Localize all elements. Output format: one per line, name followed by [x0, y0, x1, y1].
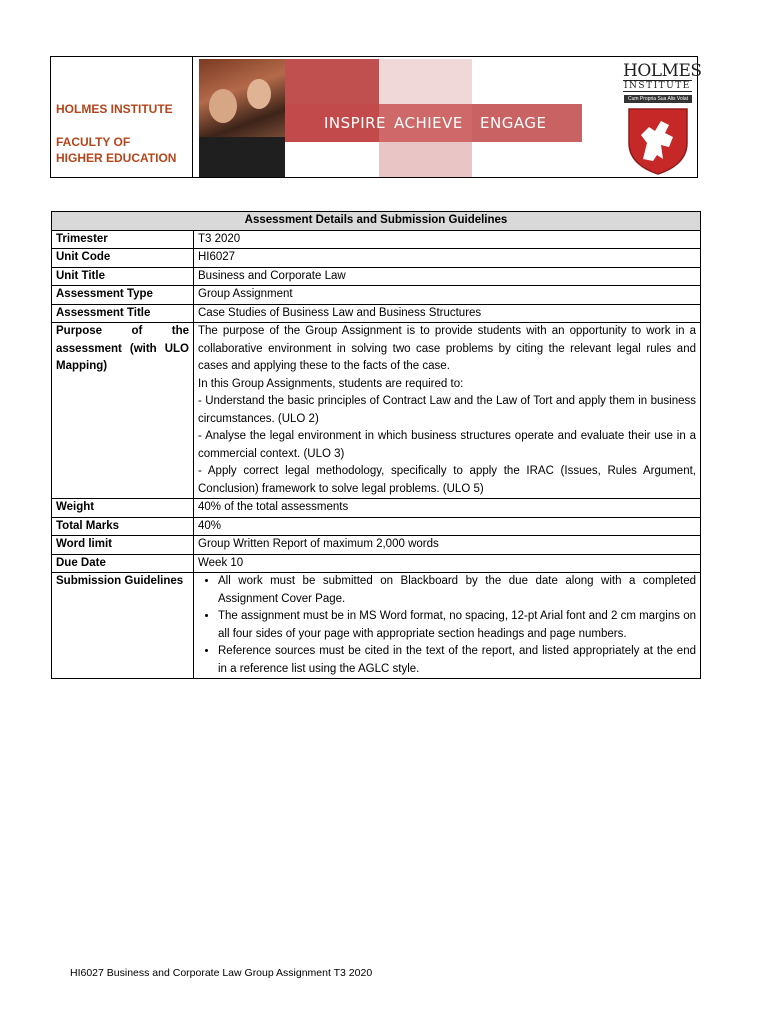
page-footer: HI6027 Business and Corporate Law Group Assignment T3 2020: [70, 967, 373, 979]
banner: [193, 57, 597, 177]
row-value: HI6027: [194, 249, 701, 268]
row-value: Business and Corporate Law: [194, 267, 701, 286]
row-key: Assessment Title: [52, 304, 194, 323]
faculty-line1: FACULTY OF: [56, 135, 131, 149]
row-value: Week 10: [194, 554, 701, 573]
row-key: Word limit: [52, 536, 194, 555]
purpose-para: - Analyse the legal environment in which business structures operate and evaluate their use in a commercial context. (ULO 3): [198, 430, 696, 460]
institute-name: HOLMES INSTITUTE: [56, 102, 173, 116]
table-row: [52, 249, 701, 268]
row-key: Assessment Type: [52, 286, 194, 305]
row-value: 40%: [194, 517, 701, 536]
logo-subtitle: INSTITUTE: [624, 81, 691, 91]
griffin-shield-icon: [625, 107, 691, 175]
row-key: Due Date: [52, 554, 194, 573]
table-title: Assessment Details and Submission Guidelines: [52, 212, 701, 231]
table-row: [52, 304, 701, 323]
assessment-details-table: [51, 211, 701, 679]
row-key: Weight: [52, 499, 194, 518]
submission-list: [198, 573, 696, 678]
purpose-value: [194, 323, 701, 499]
slogan-inspire: INSPIRE: [324, 114, 387, 132]
table-row: [52, 536, 701, 555]
holmes-logo: [597, 57, 702, 177]
table-row-purpose: [52, 323, 701, 499]
row-key: Total Marks: [52, 517, 194, 536]
list-item: • The assignment must be in MS Word format, no spacing, 12-pt Arial font and 2 cm margins on all four sides of your page with appropriate section headings and page numbers.: [218, 608, 696, 643]
table-row: [52, 517, 701, 536]
header-box: [50, 56, 702, 178]
row-value: T3 2020: [194, 230, 701, 249]
purpose-para: In this Group Assignments, students are required to:: [198, 377, 464, 390]
table-row-submission: [52, 573, 701, 679]
row-value: Group Assignment: [194, 286, 701, 305]
row-key: Unit Code: [52, 249, 194, 268]
students-photo: [199, 59, 285, 177]
faculty-line2: HIGHER EDUCATION: [56, 151, 177, 165]
purpose-para: - Apply correct legal methodology, specifically to apply the IRAC (Issues, Rules Argument, Conclusion) framework to solve legal problems. (ULO 5): [198, 465, 696, 495]
table-row: [52, 554, 701, 573]
purpose-para: The purpose of the Group Assignment is to provide students with an opportunity to work in a collaborative environment in solving two case problems by citing the relevant legal rules and cases and applying these to the facts of the case.: [198, 325, 696, 372]
table-row: [52, 230, 701, 249]
list-item: • All work must be submitted on Blackboard by the due date along with a completed Assignment Cover Page.: [218, 573, 696, 608]
row-value: 40% of the total assessments: [194, 499, 701, 518]
row-value: Case Studies of Business Law and Business Structures: [194, 304, 701, 323]
slogan-engage: ENGAGE: [480, 114, 547, 132]
table-row: [52, 267, 701, 286]
submission-key: Submission Guidelines: [52, 573, 194, 679]
purpose-key: Purpose of the assessment (with ULO Mapping): [52, 323, 194, 499]
purpose-para: - Understand the basic principles of Contract Law and the Law of Tort and apply them in business circumstances. (ULO 2): [198, 395, 696, 425]
list-item: • Reference sources must be cited in the text of the report, and listed appropriately at the end in a reference list using the AGLC style.: [218, 643, 696, 678]
slogan-achieve: ACHIEVE: [394, 114, 463, 132]
row-value: Group Written Report of maximum 2,000 words: [194, 536, 701, 555]
submission-value: [194, 573, 701, 679]
table-row: [52, 499, 701, 518]
logo-word: HOLMES: [623, 61, 702, 81]
institute-block: [51, 57, 193, 177]
row-key: Unit Title: [52, 267, 194, 286]
row-key: Trimester: [52, 230, 194, 249]
logo-motto: Cum Propria Sua Alis Volat: [624, 95, 692, 103]
table-row: [52, 286, 701, 305]
